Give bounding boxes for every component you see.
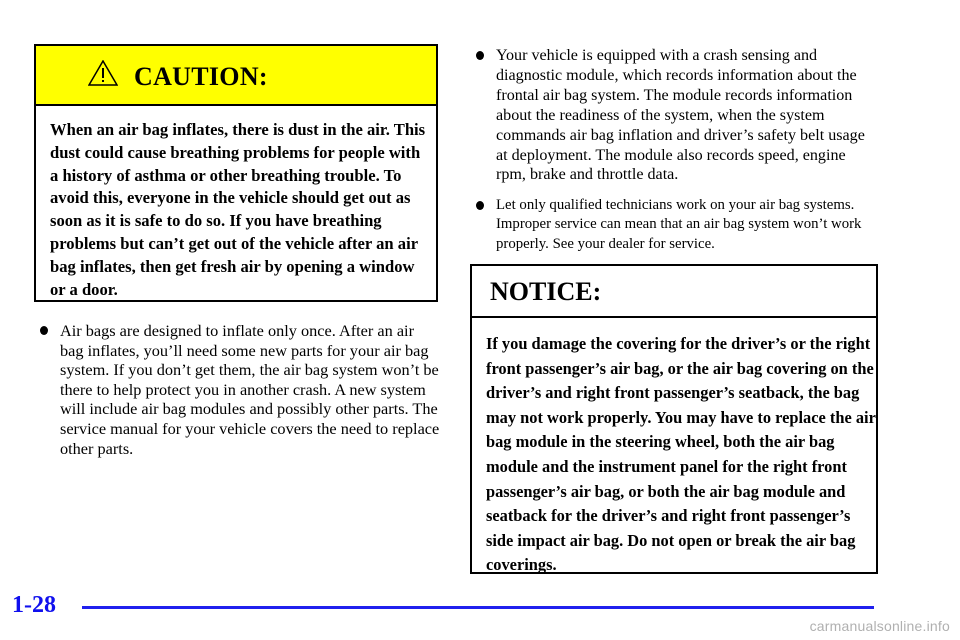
footer-divider xyxy=(82,606,874,609)
bullet-item-qualified-technicians xyxy=(496,196,886,254)
notice-title: NOTICE: xyxy=(490,277,602,306)
caution-box xyxy=(34,44,438,302)
notice-box xyxy=(470,264,878,574)
notice-text: If you damage the covering for the driver’s or the right front passenger’s air bag, or the air bag covering on the driver’s and right front passenger’s seatback, the bag may not work properly. You may have to replace the air bag module in the steering wheel, both the air bag module and the instrument panel for the right front passenger’s air bag, or both the air bag module and seatback for the driver’s and right front passenger’s side impact air bag. Do not open or break the air bag coverings. xyxy=(486,334,876,575)
watermark: carmanualsonline.info xyxy=(809,618,950,634)
caution-title: CAUTION: xyxy=(134,62,268,91)
bullet-item-crash-sensing-module xyxy=(496,46,876,185)
bullet-text: Let only qualified technicians work on your air bag systems. Improper service can mean that an air bag system won’t work properly. See your dealer for service. xyxy=(496,197,862,252)
bullet-item-airbag-inflate-once xyxy=(60,321,440,458)
page-number: 1-28 xyxy=(12,592,56,618)
bullet-icon xyxy=(476,201,484,210)
caution-header xyxy=(36,46,436,106)
bullet-icon xyxy=(476,51,484,60)
caution-text: When an air bag inflates, there is dust in the air. This dust could cause breathing problems for people with a history of asthma or other breathing trouble. To avoid this, everyone in the vehicle should get out as soon as it is safe to do so. If you have breathing problems but can’t get out of the vehicle after an air bag inflates, then get fresh air by opening a window or a door. xyxy=(50,120,426,299)
warning-triangle-icon xyxy=(88,60,118,86)
bullet-text: Your vehicle is equipped with a crash sensing and diagnostic module, which records information about the frontal air bag system. The module records information about the readiness of the system, when the system commands air bag inflation and driver’s safety belt usage at deployment. The module also records speed, engine rpm, brake and throttle data. xyxy=(496,47,865,184)
bullet-text: Air bags are designed to inflate only once. After an air bag inflates, you’ll need some new parts for your air bag system. If you don’t get them, the air bag system won’t be there to help protect you in another crash. A new system will include air bag modules and possibly other parts. The service manual for your vehicle covers the need to replace other parts. xyxy=(60,321,440,458)
notice-header xyxy=(472,266,876,318)
bullet-icon xyxy=(40,326,48,335)
